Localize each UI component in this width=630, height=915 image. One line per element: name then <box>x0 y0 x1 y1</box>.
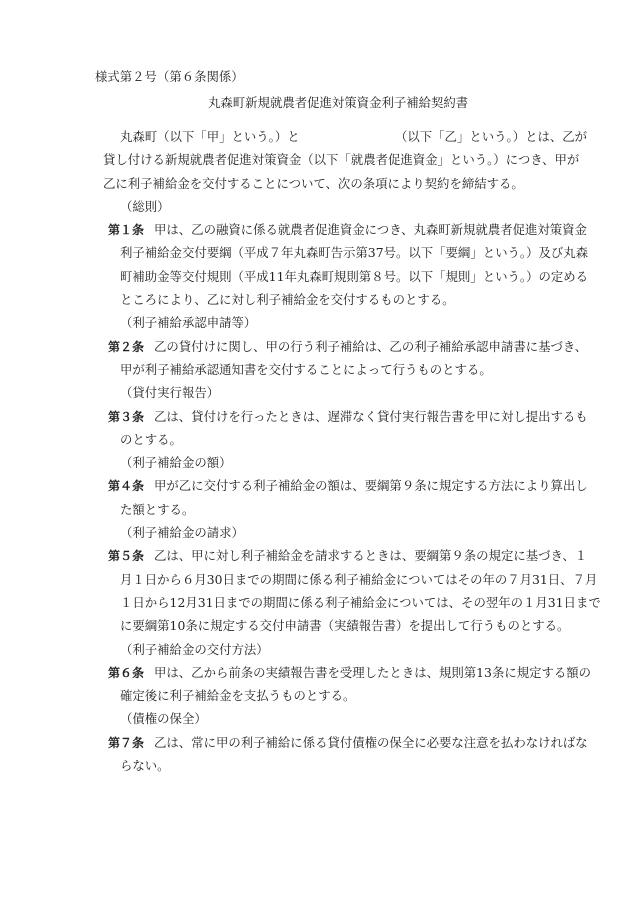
article-5-number: 第５条 <box>108 549 145 564</box>
article-6-heading: （利子補給金の交付方法） <box>120 641 269 657</box>
document-title: 丸森町新規就農者促進対策資金利子補給契約書 <box>208 95 469 110</box>
article-6-line-2: 確定後に利子補給金を支払うものとする。 <box>120 688 356 704</box>
article-7-line-2: らない。 <box>120 758 170 774</box>
article-4-heading: （利子補給金の額） <box>120 455 232 471</box>
article-6-number: 第６条 <box>108 665 145 680</box>
article-1-line-3: 町補助金等交付規則（平成11年丸森町規則第８号。以下「規則」という。）の定める <box>120 268 589 284</box>
article-6-text: 甲は、乙から前条の実績報告書を受理したときは、規則第13条に規定する額の <box>154 664 592 680</box>
article-1-line-4: ところにより、乙に対し利子補給金を交付するものとする。 <box>120 292 455 308</box>
intro-line-3: 乙に利子補給金を交付することについて、次の条項により契約を締結する。 <box>103 175 524 191</box>
article-2-text: 乙の貸付けに関し、甲の行う利子補給は、乙の利子補給承認申請書に基づき、 <box>154 338 588 354</box>
article-7-text: 乙は、常に甲の利子補給に係る貸付債権の保全に必要な注意を払わなければな <box>154 734 588 750</box>
article-4-text: 甲が乙に交付する利子補給金の額は、要綱第９条に規定する方法により算出し <box>154 478 588 494</box>
document-body <box>95 125 601 777</box>
article-5-heading: （利子補給金の請求） <box>120 525 244 541</box>
article-5-line-2: 月１日から６月30日までの期間に係る利子補給金についてはその年の７月31日、７月 <box>120 571 598 587</box>
article-7-number: 第７条 <box>108 735 145 750</box>
intro-party-b: （以下「乙」という。）とは、乙が <box>395 129 588 144</box>
article-1-line-2: 利子補給金交付要綱（平成７年丸森町告示第37号。以下「要綱」という。）及び丸森 <box>120 245 589 261</box>
article-3-number: 第３条 <box>108 409 145 424</box>
article-7-heading: （債権の保全） <box>120 711 207 727</box>
intro-line-2: 貸し付ける新規就農者促進対策資金（以下「就農者促進資金」という。）につき、甲が <box>103 152 580 168</box>
article-4-first-line <box>95 474 588 497</box>
article-2-line-2: 甲が利子補給承認通知書を交付することによって行うものとする。 <box>120 361 492 377</box>
article-4-line-2: た額とする。 <box>120 501 195 517</box>
article-1-heading: （総則） <box>120 198 170 214</box>
intro-party-a: 丸森町（以下「甲」という。）と <box>120 129 300 144</box>
article-3-text: 乙は、貸付けを行ったときは、遅滞なく貸付実行報告書を甲に対し提出するも <box>154 408 588 424</box>
article-1-number: 第１条 <box>108 223 145 238</box>
article-4-number: 第４条 <box>108 479 145 494</box>
article-5-first-line <box>95 544 588 567</box>
article-3-line-2: のとする。 <box>120 431 182 447</box>
article-2-first-line <box>95 335 588 358</box>
article-5-text: 乙は、甲に対し利子補給金を請求するときは、要綱第９条の規定に基づき、１ <box>154 548 588 564</box>
article-2-heading: （利子補給承認申請等） <box>120 315 257 331</box>
article-5-line-3: １日から12月31日までの期間に係る利子補給金については、その翌年の１月31日まで <box>120 594 601 610</box>
intro-line-1 <box>95 125 588 148</box>
article-1-first-line <box>95 218 587 241</box>
article-3-first-line <box>95 405 588 428</box>
article-7-first-line <box>95 731 588 754</box>
article-2-number: 第２条 <box>108 339 145 354</box>
article-1-text: 甲は、乙の融資に係る就農者促進資金につき、丸森町新規就農者促進対策資金 <box>154 222 587 238</box>
form-label: 様式第２号（第６条関係） <box>95 69 244 84</box>
article-3-heading: （貸付実行報告） <box>120 385 220 401</box>
article-6-first-line <box>95 661 592 684</box>
article-5-line-4: に要綱第10条に規定する交付申請書（実績報告書）を提出して行うものとする。 <box>120 618 570 634</box>
